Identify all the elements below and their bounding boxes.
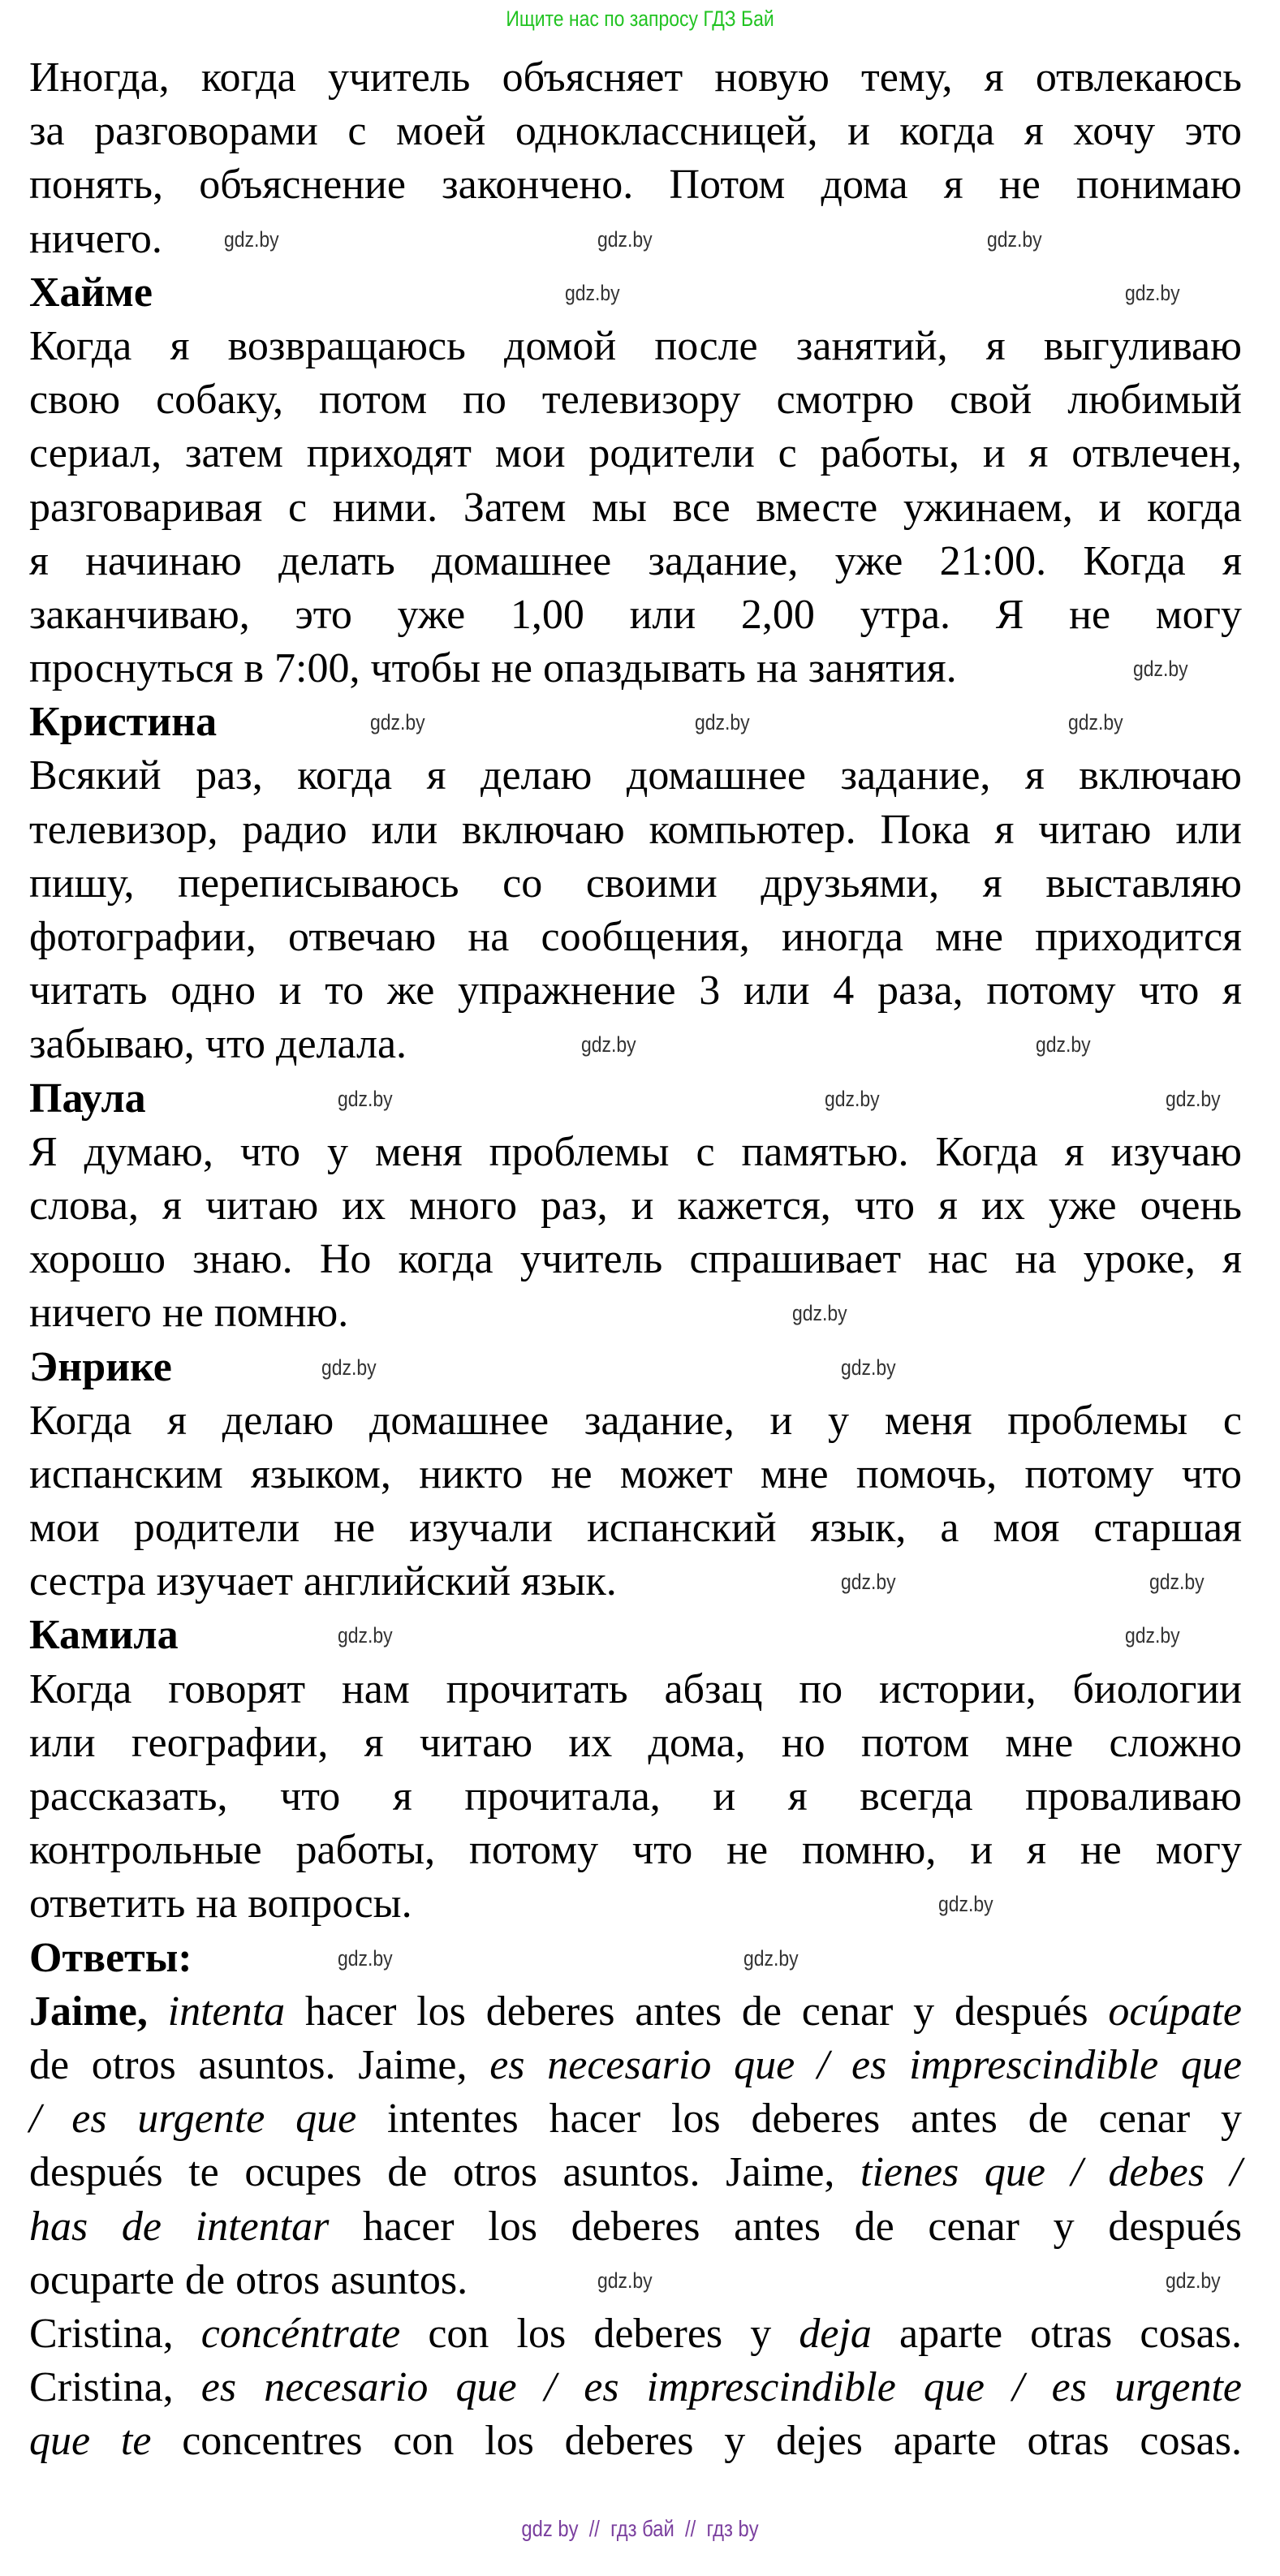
italic-text: es necesario que / es imprescindible que (489, 2041, 1243, 2088)
watermark: gdz.by (321, 1355, 377, 1380)
text-line (29, 1501, 1242, 1555)
text-segment: сестра изучает английский язык. (29, 1558, 617, 1605)
text-segment: Всякий раз, когда я делаю домашнее задание, я включаю (29, 752, 1242, 799)
text-line (29, 1394, 1242, 1448)
text-segment: я начинаю делать домашнее задание, уже 21:00. Когда я (29, 537, 1242, 584)
section-heading (29, 1341, 1242, 1394)
text-line (29, 51, 1242, 105)
watermark: gdz.by (1068, 710, 1123, 735)
italic-text: ocúpate (1108, 1988, 1242, 2035)
text-segment: hacer los deberes antes de cenar y después (329, 2203, 1242, 2250)
watermark: gdz.by (938, 1892, 993, 1917)
watermark: gdz.by (695, 710, 750, 735)
text-line (29, 1286, 1242, 1340)
text-segment: телевизор, радио или включаю компьютер. Пока я читаю или (29, 806, 1242, 853)
search-banner[interactable]: Ищите нас по запросу ГДЗ Бай (506, 6, 774, 31)
text-segment: за разговорами с моей одноклассницей, и когда я хочу это (29, 108, 1242, 155)
text-line (29, 1824, 1242, 1877)
text-line (29, 213, 1242, 266)
watermark: gdz.by (1166, 2268, 1221, 2293)
footer-links[interactable]: gdz by // гдз бай // гдз by (521, 2516, 759, 2541)
text-line (29, 1555, 1242, 1609)
text-segment: хорошо знаю. Но когда учитель спрашивает нас на уроке, я (29, 1236, 1242, 1283)
text-line (29, 481, 1242, 535)
text-line (29, 857, 1242, 911)
text-segment: Иногда, когда учитель объясняет новую тему, я отвлекаюсь (29, 54, 1242, 101)
text-segment: контрольные работы, потому что не помню, и я не могу (29, 1827, 1242, 1874)
italic-text: es necesario que / es imprescindible que / es urgente (200, 2364, 1242, 2411)
text-segment: понять, объяснение закончено. Потом дома я не понимаю (29, 162, 1242, 209)
text-segment: Когда я делаю домашнее задание, и у меня проблемы с (29, 1397, 1242, 1444)
text-segment: hacer los deberes antes de cenar y después (285, 1988, 1109, 2035)
text-line (29, 373, 1242, 427)
italic-text: intenta (147, 1988, 286, 2035)
text-segment: de otros asuntos. Jaime, (29, 2041, 490, 2088)
text-segment: Паула (29, 1075, 146, 1122)
text-line (29, 642, 1242, 696)
text-segment: сериал, затем приходят мои родители с работы, и я отвлечен, (29, 430, 1242, 477)
text-segment: или географии, я читаю их дома, но потом мне сложно (29, 1719, 1242, 1766)
text-line (29, 1717, 1242, 1770)
text-segment: Хайме (29, 269, 153, 316)
text-line (29, 1448, 1242, 1501)
watermark: gdz.by (370, 710, 425, 735)
watermark: gdz.by (338, 1623, 393, 1648)
text-segment: Я думаю, что у меня проблемы с памятью. Когда я изучаю (29, 1128, 1242, 1175)
watermark: gdz.by (825, 1086, 880, 1111)
text-line (29, 1018, 1242, 1071)
text-segment: фотографии, отвечаю на сообщения, иногда мне приходится (29, 914, 1242, 960)
text-line (29, 158, 1242, 212)
text-segment: ничего. (29, 215, 162, 262)
section-heading (29, 266, 1242, 320)
text-line (29, 911, 1242, 964)
text-segment: Когда я возвращаюсь домой после занятий, я выгуливаю (29, 322, 1242, 369)
text-segment: Камила (29, 1612, 179, 1659)
text-segment: рассказать, что я прочитала, и я всегда проваливаю (29, 1773, 1242, 1820)
text-segment: con los deberes y (400, 2310, 799, 2357)
text-segment: ничего не помню. (29, 1290, 349, 1337)
text-segment: concentres con los deberes y dejes aparte otras cosas. (151, 2418, 1243, 2465)
section-heading (29, 1072, 1242, 1126)
watermark: gdz.by (581, 1032, 636, 1058)
document-body (29, 51, 1242, 2468)
text-segment: después te ocupes de otros asuntos. Jaime, (29, 2149, 860, 2196)
watermark: gdz.by (987, 226, 1042, 252)
text-line (29, 1179, 1242, 1233)
text-segment: ответить на вопросы. (29, 1880, 412, 1928)
text-segment: Ответы: (29, 1934, 192, 1981)
text-line (29, 2254, 1242, 2307)
watermark: gdz.by (597, 2268, 653, 2293)
italic-text: deja (799, 2310, 872, 2357)
text-line (29, 2307, 1242, 2361)
text-line (29, 2361, 1242, 2414)
text-segment: проснуться в 7:00, чтобы не опаздывать на занятия. (29, 645, 957, 692)
text-line (29, 2092, 1242, 2146)
watermark: gdz.by (565, 280, 620, 305)
text-line (29, 1985, 1242, 2039)
text-line (29, 1233, 1242, 1286)
text-segment: заканчиваю, это уже 1,00 или 2,00 утра. Я не могу (29, 591, 1242, 638)
text-line (29, 535, 1242, 588)
italic-text: / es urgente que (29, 2096, 357, 2143)
text-segment: забываю, что делала. (29, 1021, 407, 1068)
text-segment: пишу, переписываюсь со своими друзьями, я выставляю (29, 859, 1242, 907)
watermark: gdz.by (1133, 657, 1188, 682)
watermark: gdz.by (792, 1301, 847, 1326)
watermark: gdz.by (338, 1086, 393, 1111)
italic-text: concéntrate (200, 2310, 401, 2357)
text-segment: Jaime, (29, 1988, 148, 2035)
section-heading (29, 1932, 1242, 1985)
watermark: gdz.by (1036, 1032, 1091, 1058)
text-line (29, 320, 1242, 373)
text-line (29, 588, 1242, 642)
text-segment: Когда говорят нам прочитать абзац по истории, биологии (29, 1665, 1242, 1712)
watermark: gdz.by (841, 1570, 896, 1595)
text-segment: ocuparte de otros asuntos. (29, 2256, 468, 2303)
text-line (29, 1877, 1242, 1931)
watermark: gdz.by (1166, 1086, 1221, 1111)
text-line (29, 803, 1242, 857)
text-line (29, 2146, 1242, 2199)
watermark: gdz.by (1149, 1570, 1205, 1595)
watermark: gdz.by (1125, 280, 1180, 305)
text-segment: Кристина (29, 699, 218, 746)
text-segment: разговаривая с ними. Затем мы все вместе ужинаем, и когда (29, 484, 1242, 531)
watermark: gdz.by (224, 226, 279, 252)
watermark: gdz.by (841, 1355, 896, 1380)
text-segment: Энрике (29, 1343, 172, 1390)
watermark: gdz.by (743, 1945, 799, 1971)
text-segment: aparte otras cosas. (871, 2310, 1242, 2357)
text-line (29, 2414, 1242, 2468)
text-segment: слова, я читаю их много раз, и кажется, что я их уже очень (29, 1182, 1242, 1229)
watermark: gdz.by (597, 226, 653, 252)
italic-text: tienes que / debes / (860, 2149, 1242, 2196)
text-line (29, 1663, 1242, 1717)
text-segment: intentes hacer los deberes antes de cenar y (356, 2096, 1242, 2143)
text-line (29, 749, 1242, 803)
text-line (29, 2039, 1242, 2092)
text-segment: Cristina, (29, 2310, 201, 2357)
text-line (29, 1770, 1242, 1824)
section-heading (29, 1609, 1242, 1662)
text-segment: читать одно и то же упражнение 3 или 4 раза, потому что я (29, 967, 1242, 1014)
text-segment: мои родители не изучали испанский язык, а моя старшая (29, 1505, 1242, 1552)
text-segment: свою собаку, потом по телевизору смотрю свой любимый (29, 377, 1242, 424)
text-line (29, 1126, 1242, 1179)
italic-text: que te (29, 2418, 152, 2465)
text-segment: испанским языком, никто не может мне помочь, потому что (29, 1450, 1242, 1497)
text-line (29, 964, 1242, 1018)
watermark: gdz.by (1125, 1623, 1180, 1648)
italic-text: has de intentar (29, 2203, 330, 2250)
text-line (29, 2200, 1242, 2254)
section-heading (29, 696, 1242, 749)
text-line (29, 105, 1242, 158)
text-line (29, 427, 1242, 480)
text-segment: Cristina, (29, 2364, 201, 2411)
watermark: gdz.by (338, 1945, 393, 1971)
